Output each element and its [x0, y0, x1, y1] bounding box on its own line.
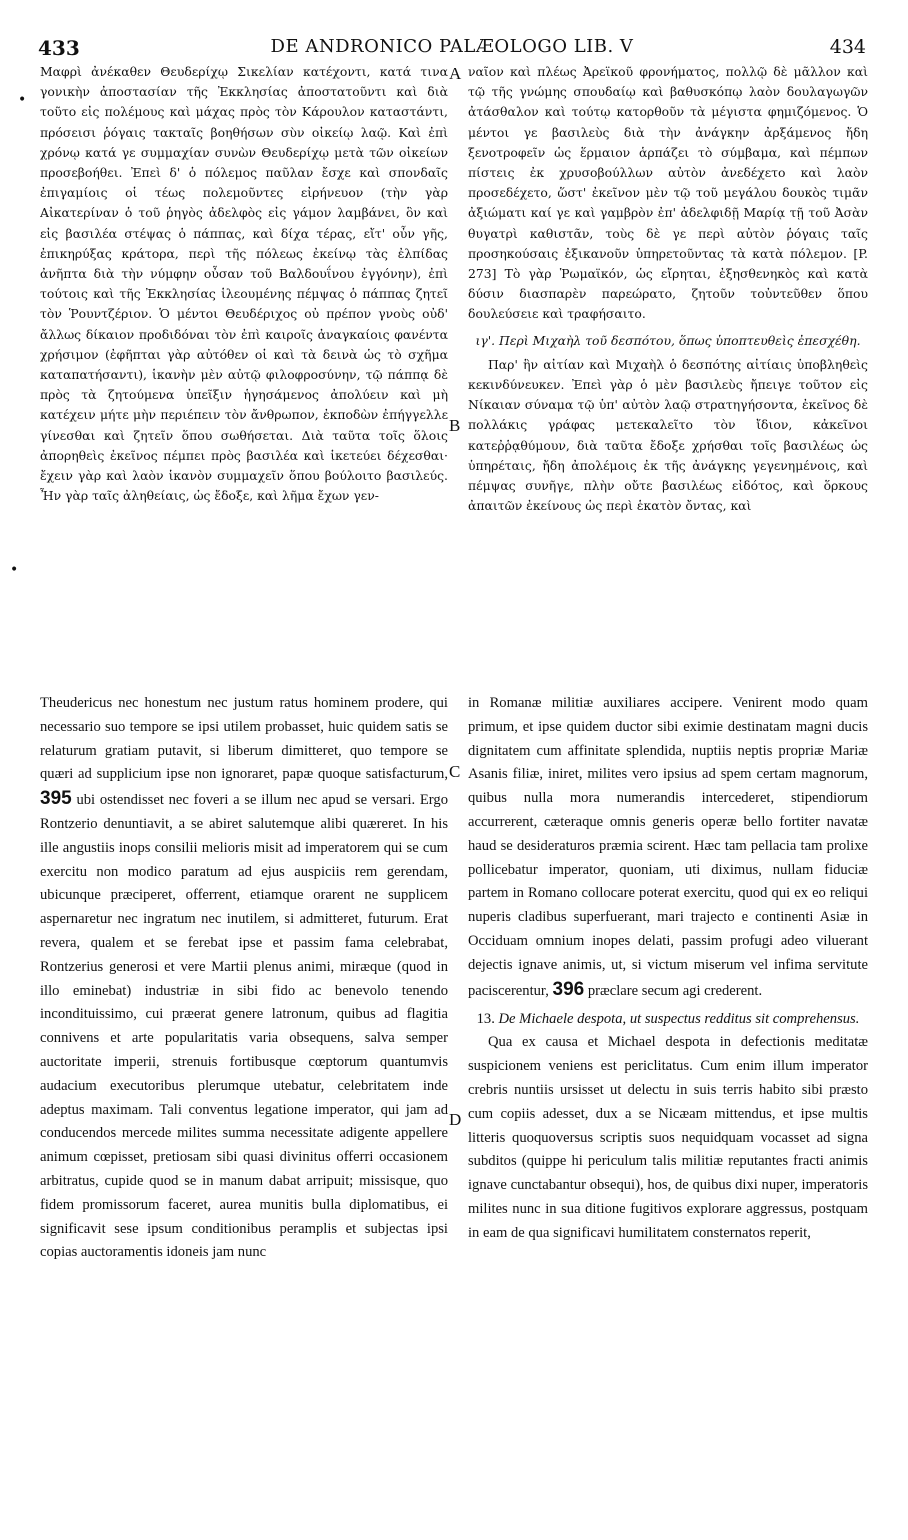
latin-text: ubi ostendisset nec foveri a se illum nec apud se versari. Ergo Rontzerio denuntiavit, a se abiret salutemque alibi quæreret. In his ille angustiis inops consilii melioris misit ad imperatorem qui se cum exercitu non modico paratum ad ejus auspiciis rem gerendam, ubicunque præciperet, offerrent, etiamque orarent ne supplicem aspernaretur nec ingratum nec inutilem, si admitteret, futurum. Erat revera, qualem et se ferebat ipse et passim fama celebrabat, Rontzerius generosi et vere Martii plenus animi, miræque (quod in illo eminebat) industriæ in sibi fido ac benevolo tenendo incondituissimo, cui præerat genere latronum, quibus ad flagitia connivens et arte popularitatis varia obsequens, salva semper auctoritate imperii, strenuis fortibusque cœptorum quantumvis audacium executoribus plerumque utebatur, celebritatem inde adeptus maximam. Tali conventus legatione imperator, qui jam ad conducendos mercede milites summa necessitate adigente appellere animum cœpisset, pretiosam sibi quasi divinitus offerri occasionem arbitratus, cupide quod se in manum dabat arripuit; missisque, quo fidem promissorum faceret, aurea munitis bulla diplomatibus, ei significavit sese ipsum conditionibus peramplis et subjectas ipsi copias auctoramentis idoneis jam nunc [40, 792, 448, 1261]
page-ref-number: 396 [552, 978, 585, 1000]
greek-section-heading: ιγ'. Περὶ Μιχαὴλ τοῦ δεσπότου, ὅπως ὑποπτευθεὶς ἐπεσχέθη. [475, 332, 861, 348]
page-number-right: 434 [829, 36, 866, 58]
margin-marker-c: C [449, 762, 461, 781]
latin-paragraph: Qua ex causa et Michael despota in defectionis meditatæ suspicionem veniens est periclitatus. Cum enim illum imperator crebris nuntiis ursisset ut delectu in suis terris habito sibi præsto cum copiis adesset, dux a se Nicæam mittendus, et ipse multis litteris quoquoversus scriptis suos nequidquam vocasset ad signa subditos (quippe hi periculum talis militiæ reputantes fracti animis ignave cunctabantur obsequi), hos, de quibus dixi nuper, imperatoris milites nunc in sua ditione fugitivos explorare aggressus, postquam in eam de qua significavi humilitatem consternatos reperit, [468, 1034, 868, 1241]
latin-text: in Romanæ militiæ auxiliares accipere. Venirent modo quam primum, et ipse quidem ductor sibi eximie destinatam magni ducis dignitatem cum affinitate splendida, nuptiis neptis propriæ Mariæ Asanis filiæ, iniret, milites vero ipsius ad spem certam magnorum, quibus nulla mora numerandis intercederet, stipendiorum accurrerent, cæteraque omnis generis operæ bello fortiter navatæ haud se desideraturos præmia scirent. Hæc tam pellacia tam prolixe pollicebatur imperator, quoniam, uti diximus, nullam fiduciæ partem in Romano collocare poterat exercitu, quod qui ex eo reliqui nuperis cladibus superfuerant, mari trajecto e continenti Asiæ in Occiduam omnium inopes delati, passim profugi adeo viluerant dejectis ignave animis, ut, si victum miserum vel infima servitute paciscerentur, [468, 695, 868, 999]
latin-text: Theudericus nec honestum nec justum ratus hominem prodere, qui necessario suo tempore se ipsi utilem probasset, huic quidem satis se relaturum gratiam putavit, si liberum dimitteret, quo tempore se quæri ad supplicium ipse non ignoraret, papæ quoque satisfacturum, [40, 695, 448, 783]
latin-paragraph [40, 692, 448, 1265]
margin-marker-a: A [449, 64, 462, 83]
margin-dot: • [18, 92, 27, 108]
greek-paragraph: Παρ' ἣν αἰτίαν καὶ Μιχαὴλ ὁ δεσπότης αἰτίαις ὑποβληθεὶς κεκινδύνευκεν. Ἐπεὶ γὰρ ὁ μὲν βασιλεὺς ἤπειγε τοῦτον εἰς Νίκαιαν σύναμα τῷ ὑπ' αὐτὸν λαῷ στρατηγήσοντα, ἐκεῖνος δὲ πολλάκις γράφας μετεκαλεῖτο τὸν ἴδιον, κἀκεῖνοι κατεῤῥᾳθύμουν, διὰ ταῦτα ἔδοξε χρήσθαι τοῖς βασιλέως ὡς ὑπηρέταις, ἤδη ἀπολέμοις ἐκ τῆς ἀνάγκης γεγενημένοις, καὶ πέμψας συνῆγε, πλὴν οὔτε βασιλέως εἰδότος, καὶ ὅρκους ἀπαιτῶν ἐκείνους ὡς περὶ ἑκατὸν ὄντας, καὶ [468, 356, 868, 514]
latin-text: præclare secum agi crederent. [587, 982, 763, 999]
running-title: DE ANDRONICO PALÆOLOGO LIB. V [270, 36, 634, 57]
latin-paragraph [468, 692, 868, 1003]
latin-column-right [468, 692, 868, 1522]
greek-paragraph: Μαφρὶ ἀνέκαθεν Θευδερίχῳ Σικελίαν κατέχοντι, κατά τινα γονικὴν ἀποστασίαν τῆς Ἐκκλησίας ἀποστατοῦντι καὶ διὰ τοῦτο εἰς πολέμους καὶ μάχας πρὸς τὸν Κάρουλον καταστάντι, πρόσεισι ῥόγαις τακταῖς βοηθήσων σὺν οἰκείῳ λαῷ. Καὶ ἐπὶ χρόνῳ κατά γε συμμαχίαν συνὼν Θευδερίχῳ μετὰ τῶν οἰκείων προσεβοήθει. Ἐπεὶ δ' ὁ πόλεμος παῦλαν ἔσχε καὶ σπονδαῖς ἐπιγαμίοις οἱ τέως πολεμοῦντες εἰρήνευον (τὴν γὰρ Αἰκατερίναν ὁ τοῦ ῥηγὸς ἀδελφὸς εἰς γάμον λαμβάνει, ὃν καὶ εἰς βασιλέα στέψας ὁ πάππας, καὶ δίχα τέρας, εἴτ' οὖν γῆς, ἐπικηρύξας κράτορα, περὶ τῆς πόλεως ἐκείνῳ τὰς ἐλπίδας ἀνῆπτα διὰ τὴν νύμφην οὖσαν τοῦ Βαλδουΐνου ἐγγόνην), ἐπὶ τούτοις καὶ τῆς Ἐκκλησίας ἱλεουμένης πέμψας ὁ πάππας ζητεῖ τὸν Ῥουντζέριον. Ὁ μέντοι Θευδέριχος οὐ πρέπον γνοὺς οὐδ' ἄλλως δίκαιον προδιδόναι τὸν ἐπὶ καιροῖς ἀναγκαίοις φανέντα χρήσιμον (ἐφῆπται γὰρ αὐτόθεν οἱ καὶ τὰ δεινὰ ὡς τὸ σχῆμα καταπατήσαντι), ἱκανὴν μὲν αὐτῷ φιλοφροσύνην, τῷ πάππᾳ δὲ πρὸς τὰ ζητούμενα ὑπεῖξιν ἡγησάμενος ἀπολύειν καὶ μὴ κατέχειν μήτε μὴν περιέπειν τὸν ἄνθρωπον, ἐκποδὼν ἐπήγγελλε γίνεσθαι καὶ ζητεῖν ὅπου σωθήσεται. Διὰ ταῦτα τοῖς ὅλοις ἀπορηθεὶς ἐκεῖνος πέμπει πρὸς βασιλέα καὶ ἱκετεύει δέχεσθαι· ἔχειν γὰρ καὶ λαὸν ἱκανὸν συμμαχεῖν ὅπου βούλοιτο βασιλεύς. Ἦν γὰρ ταῖς ἀληθείαις, ὡς ἔδοξε, καὶ λῆμα ἔχων γεν- [40, 64, 448, 504]
page-ref-number: 395 [40, 788, 72, 810]
greek-paragraph: ναῖον καὶ πλέως Ἀρεϊκοῦ φρονήματος, πολλῷ δὲ μᾶλλον καὶ τῷ τῆς γνώμης σπουδαίῳ καὶ βαθυσκόπῳ λαὸν δουλαγωγῶν ἀτάσθαλον καὶ τούτῳ κατορθοῦν τὰ μέγιστα φημιζόμενος. Ὁ μέντοι γε βασιλεὺς διὰ τὴν ἀνάγκην ἀρξάμενος ἤδη ξενοτροφεῖν ὡς ἕρμαιον ἁρπάζει τὸ σύμβαμα, καὶ πέμπων πίστεις ἐκ χρυσοβούλλων αὐτὸν ἀνεδέχετο καὶ λαὸν προσεδέχετο, ὥστ' ἐκεῖνον μὲν τῷ τοῦ μεγάλου δουκὸς τιμᾶν ἀξιώματι καί γε καὶ γαμβρὸν ἐπ' ἀδελφιδῇ Μαρίᾳ τῇ τοῦ Ἀσὰν θυγατρὶ καθιστᾶν, τοὺς δὲ γε περὶ αὐτὸν ῥόγαις ταῖς προσηκούσαις ἐξικανοῦν ὑπηρετοῦντας τὰ κατὰ πόλεμον. [P. 273] Τὸ γὰρ Ῥωμαϊκόν, ὡς εἴρηται, ἐξησθενηκὸς καὶ κατὰ δύσιν διασπαρὲν παρεώρατο, ζητοῦν τοὐντεῦθεν ὅπου δουλεύσειε καὶ τραφήσαιτο. [468, 64, 868, 322]
greek-column-right [468, 62, 868, 672]
greek-column-left [40, 62, 448, 672]
section-number: 13. [476, 1011, 495, 1028]
margin-marker-d: D [449, 1110, 462, 1129]
latin-section-heading [468, 1009, 868, 1029]
margin-marker-b: B [449, 416, 461, 435]
page-number-left: 433 [38, 36, 80, 60]
running-header [38, 36, 866, 62]
section-title: De Michaele despota, ut suspectus redditus sit comprehensus. [498, 1011, 860, 1028]
margin-dot: • [10, 562, 19, 578]
latin-column-left [40, 692, 448, 1522]
